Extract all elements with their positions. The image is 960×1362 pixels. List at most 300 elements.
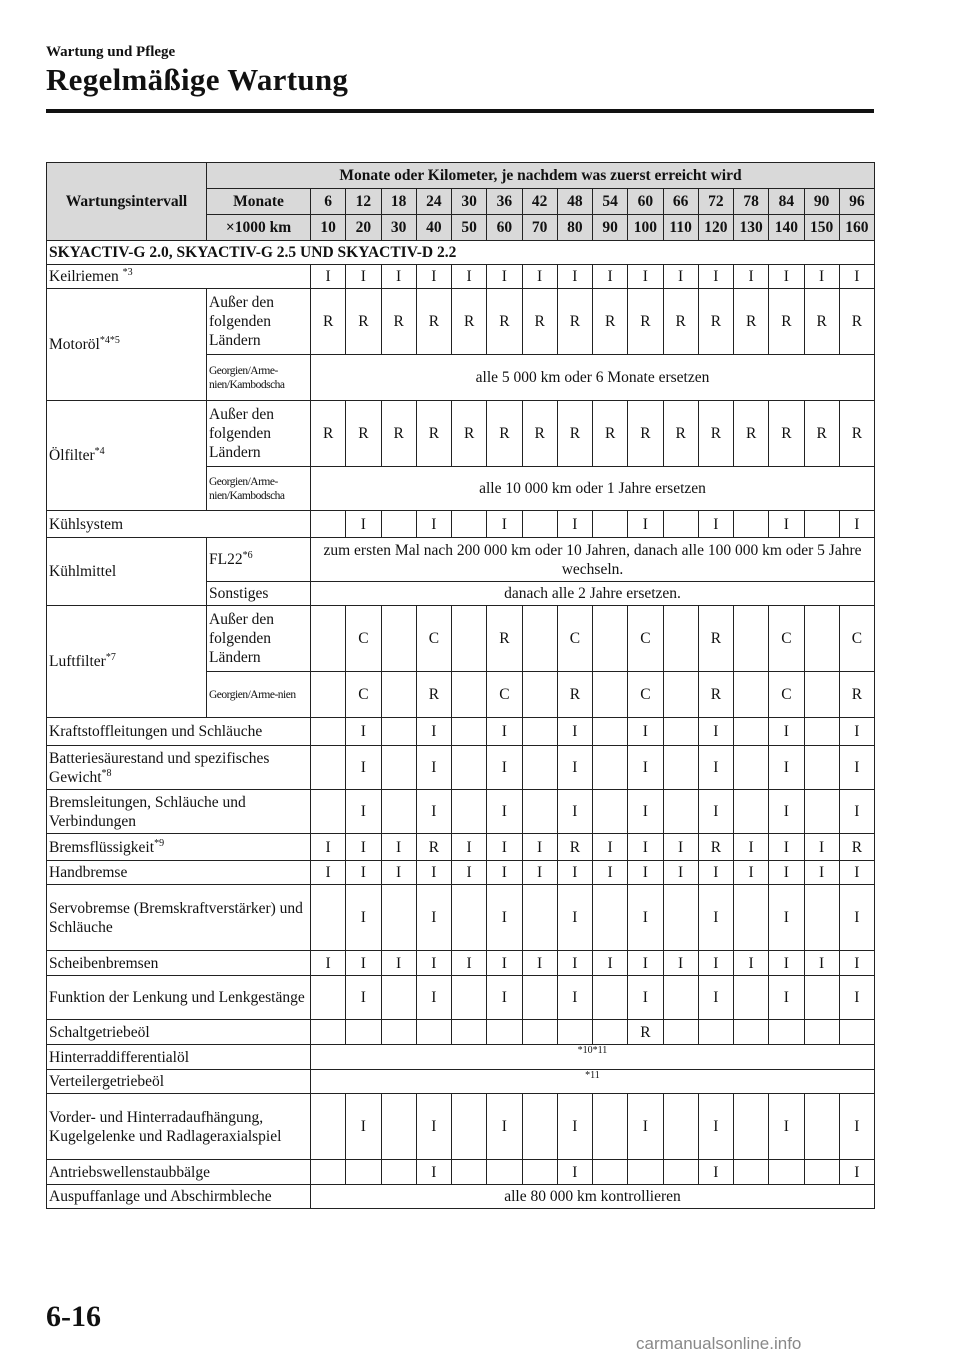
- interval-cell: I: [663, 265, 698, 289]
- interval-cell: C: [487, 672, 522, 718]
- interval-cell: I: [769, 951, 804, 976]
- interval-cell: [804, 1160, 839, 1185]
- interval-cell: C: [628, 606, 663, 672]
- interval-cell: [734, 718, 769, 746]
- interval-cell: I: [698, 265, 733, 289]
- row-label: Vorder- und Hinterradaufhängung, Kugelgelenke und Radlageraxialspiel: [47, 1094, 311, 1160]
- interval-cell: R: [311, 401, 346, 467]
- interval-cell: [734, 790, 769, 834]
- interval-cell: I: [663, 861, 698, 885]
- interval-cell: [804, 511, 839, 538]
- page-title: Regelmäßige Wartung: [46, 62, 349, 97]
- table-row: [47, 951, 875, 976]
- interval-cell: I: [698, 511, 733, 538]
- interval-cell: R: [346, 289, 381, 355]
- row-label: Kühlmittel: [47, 538, 207, 606]
- interval-cell: I: [804, 861, 839, 885]
- interval-cell: R: [381, 401, 416, 467]
- interval-cell: I: [346, 265, 381, 289]
- interval-cell: C: [346, 606, 381, 672]
- interval-cell: I: [628, 511, 663, 538]
- interval-cell: R: [452, 289, 487, 355]
- km-cell: 20: [346, 215, 381, 241]
- row-sublabel: Sonstiges: [207, 582, 311, 606]
- interval-cell: R: [452, 401, 487, 467]
- interval-cell: [487, 1020, 522, 1045]
- interval-cell: R: [804, 289, 839, 355]
- interval-cell: I: [839, 976, 874, 1020]
- month-cell: 48: [557, 189, 592, 215]
- interval-cell: I: [698, 885, 733, 951]
- interval-cell: R: [557, 834, 592, 861]
- interval-cell: [452, 746, 487, 790]
- interval-cell: I: [839, 861, 874, 885]
- maintenance-table: [46, 162, 875, 1209]
- interval-cell: I: [346, 834, 381, 861]
- interval-cell: [381, 718, 416, 746]
- interval-cell: [663, 606, 698, 672]
- row-sublabel: Georgien/Arme-nien/Kambodscha: [207, 355, 311, 401]
- interval-cell: R: [663, 401, 698, 467]
- interval-cell: R: [416, 401, 451, 467]
- interval-cell: [804, 1094, 839, 1160]
- row-sublabel: FL22$^{*6}$: [207, 538, 311, 582]
- month-cell: 72: [698, 189, 733, 215]
- interval-cell: [522, 976, 557, 1020]
- row-sublabel: Georgien/Arme-nien: [207, 672, 311, 718]
- interval-cell: [663, 718, 698, 746]
- interval-cell: I: [628, 1094, 663, 1160]
- interval-cell: [311, 672, 346, 718]
- interval-cell: [452, 885, 487, 951]
- row-note: *11: [311, 1070, 875, 1094]
- row-label: Ölfilter$^{*4}$: [47, 401, 207, 511]
- row-label: Verteilergetriebeöl: [47, 1070, 311, 1094]
- km-cell: 40: [416, 215, 451, 241]
- interval-cell: R: [416, 672, 451, 718]
- table-row: [47, 511, 875, 538]
- interval-cell: I: [804, 265, 839, 289]
- interval-cell: [381, 1160, 416, 1185]
- interval-cell: I: [557, 718, 592, 746]
- interval-cell: I: [381, 265, 416, 289]
- interval-cell: [452, 790, 487, 834]
- interval-cell: I: [628, 265, 663, 289]
- row-label: Auspuffanlage und Abschirmbleche: [47, 1185, 311, 1209]
- interval-cell: I: [839, 1160, 874, 1185]
- interval-cell: [804, 885, 839, 951]
- interval-cell: I: [839, 1094, 874, 1160]
- interval-cell: I: [487, 511, 522, 538]
- month-cell: 6: [311, 189, 346, 215]
- interval-cell: [522, 1160, 557, 1185]
- interval-cell: I: [734, 861, 769, 885]
- interval-cell: I: [839, 746, 874, 790]
- table-row: [47, 1160, 875, 1185]
- interval-cell: R: [839, 834, 874, 861]
- interval-cell: [346, 1020, 381, 1045]
- month-cell: 36: [487, 189, 522, 215]
- interval-cell: [734, 885, 769, 951]
- interval-cell: [593, 606, 628, 672]
- month-cell: 30: [452, 189, 487, 215]
- interval-cell: R: [769, 289, 804, 355]
- interval-cell: [593, 672, 628, 718]
- interval-cell: I: [487, 951, 522, 976]
- interval-cell: I: [557, 861, 592, 885]
- interval-cell: I: [593, 834, 628, 861]
- engine-header: SKYACTIV-G 2.0, SKYACTIV-G 2.5 UND SKYACTIV-D 2.2: [47, 241, 875, 265]
- interval-cell: I: [381, 951, 416, 976]
- row-label: Kraftstoffleitungen und Schläuche: [47, 718, 311, 746]
- month-cell: 66: [663, 189, 698, 215]
- interval-cell: I: [839, 718, 874, 746]
- interval-cell: [663, 1160, 698, 1185]
- interval-cell: [804, 790, 839, 834]
- table-row: [47, 265, 875, 289]
- km-cell: 30: [381, 215, 416, 241]
- interval-cell: R: [698, 606, 733, 672]
- interval-cell: I: [452, 265, 487, 289]
- interval-cell: I: [487, 976, 522, 1020]
- interval-cell: [381, 606, 416, 672]
- months-label: Monate: [207, 189, 311, 215]
- interval-cell: [452, 672, 487, 718]
- row-text: zum ersten Mal nach 200 000 km oder 10 Jahren, danach alle 100 000 km oder 5 Jahre wechseln.: [311, 538, 875, 582]
- interval-cell: I: [416, 265, 451, 289]
- interval-cell: I: [487, 861, 522, 885]
- interval-cell: I: [487, 718, 522, 746]
- interval-cell: [557, 1020, 592, 1045]
- interval-cell: [663, 1094, 698, 1160]
- table-row: [47, 790, 875, 834]
- interval-cell: C: [769, 606, 804, 672]
- interval-cell: [804, 976, 839, 1020]
- interval-cell: I: [487, 885, 522, 951]
- interval-cell: I: [416, 790, 451, 834]
- row-label: Keilriemen $^{*3}$: [47, 265, 311, 289]
- interval-cell: I: [557, 951, 592, 976]
- interval-cell: R: [734, 401, 769, 467]
- interval-cell: I: [557, 1094, 592, 1160]
- interval-cell: R: [311, 289, 346, 355]
- interval-cell: [698, 1020, 733, 1045]
- interval-cell: I: [346, 790, 381, 834]
- interval-cell: [663, 746, 698, 790]
- table-row: [47, 289, 875, 355]
- interval-cell: [416, 1020, 451, 1045]
- interval-cell: I: [416, 746, 451, 790]
- interval-cell: I: [593, 951, 628, 976]
- interval-cell: I: [734, 951, 769, 976]
- interval-cell: R: [839, 401, 874, 467]
- interval-cell: I: [698, 790, 733, 834]
- interval-cell: I: [698, 746, 733, 790]
- row-label: Motoröl$^{*4*5}$: [47, 289, 207, 401]
- interval-cell: I: [346, 1094, 381, 1160]
- interval-cell: I: [839, 885, 874, 951]
- page-number: 6-16: [46, 1300, 101, 1333]
- interval-cell: I: [416, 861, 451, 885]
- interval-cell: I: [452, 951, 487, 976]
- interval-cell: R: [769, 401, 804, 467]
- interval-cell: I: [487, 1094, 522, 1160]
- interval-cell: I: [769, 1094, 804, 1160]
- interval-cell: I: [522, 834, 557, 861]
- interval-cell: C: [628, 672, 663, 718]
- section-label: Wartung und Pflege: [46, 44, 176, 60]
- interval-cell: I: [416, 1094, 451, 1160]
- interval-cell: I: [487, 746, 522, 790]
- interval-cell: [593, 790, 628, 834]
- interval-cell: [311, 606, 346, 672]
- interval-cell: [734, 511, 769, 538]
- table-row: [47, 1020, 875, 1045]
- month-cell: 96: [839, 189, 874, 215]
- interval-cell: [452, 511, 487, 538]
- interval-cell: I: [346, 885, 381, 951]
- interval-cell: I: [628, 951, 663, 976]
- km-cell: 10: [311, 215, 346, 241]
- interval-cell: [311, 790, 346, 834]
- row-label: Antriebswellenstaubbälge: [47, 1160, 311, 1185]
- row-label: Scheibenbremsen: [47, 951, 311, 976]
- interval-cell: I: [311, 265, 346, 289]
- interval-cell: R: [557, 289, 592, 355]
- interval-cell: I: [557, 746, 592, 790]
- interval-cell: I: [769, 265, 804, 289]
- interval-cell: [311, 885, 346, 951]
- interval-cell: [804, 746, 839, 790]
- interval-cell: [522, 718, 557, 746]
- interval-cell: I: [557, 976, 592, 1020]
- interval-cell: [311, 976, 346, 1020]
- interval-cell: [381, 885, 416, 951]
- interval-cell: C: [839, 606, 874, 672]
- interval-cell: [311, 511, 346, 538]
- row-text: alle 5 000 km oder 6 Monate ersetzen: [311, 355, 875, 401]
- km-cell: 160: [839, 215, 874, 241]
- interval-cell: I: [346, 511, 381, 538]
- interval-cell: I: [487, 834, 522, 861]
- interval-cell: [381, 790, 416, 834]
- row-label: Servobremse (Bremskraftverstärker) und Schläuche: [47, 885, 311, 951]
- watermark: carmanualsonline.info: [636, 1334, 802, 1353]
- interval-cell: [381, 976, 416, 1020]
- interval-cell: [381, 672, 416, 718]
- interval-cell: I: [593, 861, 628, 885]
- interval-cell: [734, 606, 769, 672]
- interval-cell: [452, 1160, 487, 1185]
- table-row: [47, 746, 875, 790]
- month-cell: 42: [522, 189, 557, 215]
- interval-cell: I: [663, 951, 698, 976]
- interval-cell: [734, 976, 769, 1020]
- interval-cell: I: [416, 885, 451, 951]
- interval-cell: [522, 1020, 557, 1045]
- interval-cell: [311, 718, 346, 746]
- interval-cell: I: [628, 790, 663, 834]
- interval-cell: [522, 885, 557, 951]
- interval-cell: I: [769, 976, 804, 1020]
- interval-cell: R: [698, 672, 733, 718]
- interval-cell: I: [346, 951, 381, 976]
- interval-cell: I: [734, 265, 769, 289]
- interval-cell: R: [698, 834, 733, 861]
- interval-cell: I: [522, 861, 557, 885]
- interval-cell: [663, 672, 698, 718]
- interval-cell: I: [628, 834, 663, 861]
- km-cell: 50: [452, 215, 487, 241]
- row-sublabel: Georgien/Arme-nien/Kambodscha: [207, 467, 311, 511]
- row-label: Bremsleitungen, Schläuche und Verbindungen: [47, 790, 311, 834]
- interval-cell: [734, 672, 769, 718]
- interval-cell: I: [734, 834, 769, 861]
- interval-cell: [593, 976, 628, 1020]
- table-row: [47, 861, 875, 885]
- interval-cell: I: [416, 976, 451, 1020]
- interval-cell: R: [557, 401, 592, 467]
- interval-cell: I: [804, 834, 839, 861]
- interval-cell: I: [628, 885, 663, 951]
- span-header: Monate oder Kilometer, je nachdem was zuerst erreicht wird: [207, 163, 875, 189]
- km-cell: 130: [734, 215, 769, 241]
- month-cell: 12: [346, 189, 381, 215]
- interval-cell: I: [346, 861, 381, 885]
- table-row: [47, 1045, 875, 1070]
- interval-cell: [769, 1160, 804, 1185]
- interval-cell: I: [522, 951, 557, 976]
- interval-cell: R: [663, 289, 698, 355]
- km-cell: 70: [522, 215, 557, 241]
- interval-cell: [593, 511, 628, 538]
- interval-cell: [663, 976, 698, 1020]
- interval-cell: [522, 746, 557, 790]
- row-sublabel: Außer den folgenden Ländern: [207, 401, 311, 467]
- interval-cell: [804, 672, 839, 718]
- interval-cell: I: [628, 861, 663, 885]
- interval-cell: R: [416, 289, 451, 355]
- interval-cell: [734, 1160, 769, 1185]
- interval-cell: I: [416, 951, 451, 976]
- interval-cell: [381, 1094, 416, 1160]
- interval-cell: R: [381, 289, 416, 355]
- interval-cell: [593, 885, 628, 951]
- interval-cell: I: [346, 746, 381, 790]
- interval-cell: R: [522, 289, 557, 355]
- interval-cell: I: [769, 718, 804, 746]
- interval-cell: I: [698, 1094, 733, 1160]
- engine-header-row: [47, 241, 875, 265]
- interval-cell: I: [416, 718, 451, 746]
- interval-cell: R: [804, 401, 839, 467]
- interval-cell: R: [628, 1020, 663, 1045]
- interval-cell: C: [416, 606, 451, 672]
- interval-cell: I: [311, 861, 346, 885]
- km-cell: 90: [593, 215, 628, 241]
- interval-cell: [663, 790, 698, 834]
- interval-cell: [734, 1020, 769, 1045]
- interval-cell: I: [698, 951, 733, 976]
- interval-cell: I: [593, 265, 628, 289]
- interval-cell: [804, 718, 839, 746]
- interval-label: Wartungsintervall: [47, 163, 207, 241]
- interval-cell: I: [804, 951, 839, 976]
- row-label: Bremsflüssigkeit$^{*9}$: [47, 834, 311, 861]
- interval-cell: I: [416, 511, 451, 538]
- interval-cell: I: [769, 511, 804, 538]
- interval-cell: I: [698, 718, 733, 746]
- km-cell: 150: [804, 215, 839, 241]
- interval-cell: I: [628, 976, 663, 1020]
- km-cell: 120: [698, 215, 733, 241]
- interval-cell: [452, 1020, 487, 1045]
- month-cell: 18: [381, 189, 416, 215]
- interval-cell: I: [698, 861, 733, 885]
- interval-cell: I: [698, 1160, 733, 1185]
- row-note: *10*11: [311, 1045, 875, 1070]
- interval-cell: I: [452, 834, 487, 861]
- interval-cell: [381, 746, 416, 790]
- interval-cell: [628, 1160, 663, 1185]
- interval-cell: [452, 1094, 487, 1160]
- row-label: Handbremse: [47, 861, 311, 885]
- interval-cell: R: [487, 289, 522, 355]
- interval-cell: I: [628, 746, 663, 790]
- interval-cell: R: [487, 401, 522, 467]
- km-cell: 110: [663, 215, 698, 241]
- interval-cell: [311, 1094, 346, 1160]
- month-cell: 84: [769, 189, 804, 215]
- row-text: alle 10 000 km oder 1 Jahre ersetzen: [311, 467, 875, 511]
- month-cell: 24: [416, 189, 451, 215]
- interval-cell: [593, 718, 628, 746]
- km-cell: 60: [487, 215, 522, 241]
- interval-cell: I: [557, 885, 592, 951]
- row-label: Schaltgetriebeöl: [47, 1020, 311, 1045]
- interval-cell: I: [769, 885, 804, 951]
- interval-cell: I: [381, 861, 416, 885]
- km-cell: 140: [769, 215, 804, 241]
- interval-cell: R: [628, 401, 663, 467]
- month-cell: 78: [734, 189, 769, 215]
- table-row: [47, 1094, 875, 1160]
- interval-cell: I: [381, 834, 416, 861]
- interval-cell: I: [346, 718, 381, 746]
- month-cell: 54: [593, 189, 628, 215]
- interval-cell: I: [557, 265, 592, 289]
- interval-cell: I: [839, 790, 874, 834]
- interval-cell: [593, 1020, 628, 1045]
- interval-cell: [487, 1160, 522, 1185]
- interval-cell: I: [557, 1160, 592, 1185]
- interval-cell: [522, 790, 557, 834]
- row-sublabel: Außer den folgenden Ländern: [207, 606, 311, 672]
- interval-cell: I: [839, 265, 874, 289]
- interval-cell: [593, 1160, 628, 1185]
- interval-cell: [452, 718, 487, 746]
- interval-cell: [804, 1020, 839, 1045]
- interval-cell: R: [416, 834, 451, 861]
- interval-cell: I: [839, 511, 874, 538]
- interval-cell: I: [416, 1160, 451, 1185]
- row-text: alle 80 000 km kontrollieren: [311, 1185, 875, 1209]
- interval-cell: [522, 606, 557, 672]
- interval-cell: [311, 1020, 346, 1045]
- interval-cell: R: [346, 401, 381, 467]
- table-row: [47, 885, 875, 951]
- row-label: Batteriesäurestand und spezifisches Gewicht$^{*8}$: [47, 746, 311, 790]
